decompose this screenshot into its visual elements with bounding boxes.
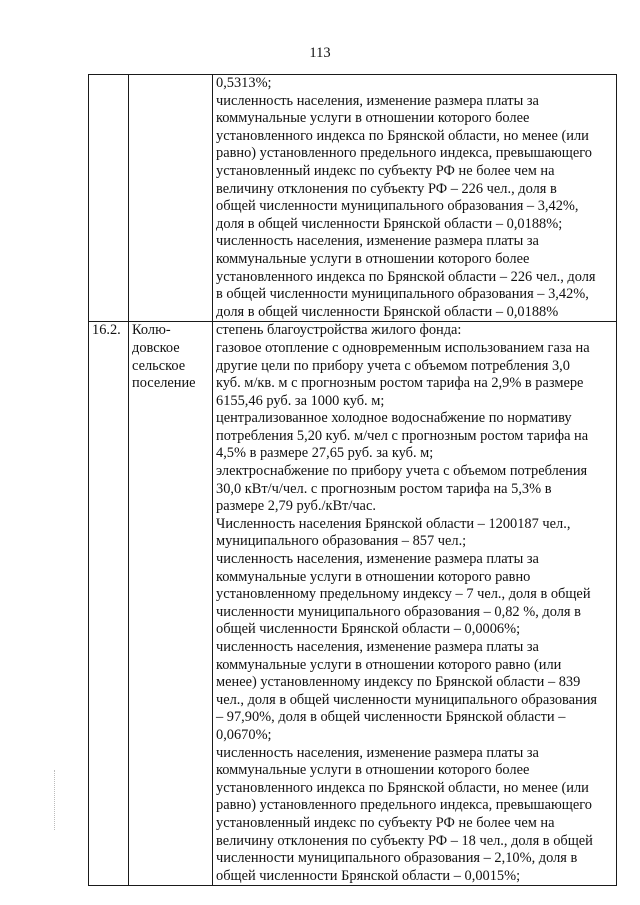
- text-line: потребления 5,20 куб. м/чел с прогнозным ростом тарифа на: [216, 427, 589, 444]
- table-row: [89, 322, 617, 886]
- page-number: 113: [309, 45, 331, 61]
- text-line: коммунальные услуги в отношении которого равно (или: [216, 656, 562, 673]
- text-line: общей численности Брянской области – 0,0015%;: [216, 867, 521, 884]
- text-line: установленного индекса по Брянской области, но менее (или: [216, 779, 589, 796]
- text-line: величину отклонения по субъекту РФ – 18 чел., доля в общей: [216, 832, 593, 849]
- text-line: чел., доля в общей численности муниципального образования: [216, 691, 598, 708]
- text-line: 4,5% в размере 27,65 руб. за куб. м;: [216, 445, 434, 462]
- row-number-cell: [89, 75, 129, 322]
- text-line: доля в общей численности Брянской области – 0,0188%: [216, 303, 559, 320]
- text-line: менее) установленному индексу по Брянской области – 839: [216, 674, 581, 691]
- text-line: численность населения, изменение размера платы за: [216, 639, 539, 655]
- text-line: размере 2,79 руб./кВт/час.: [216, 498, 376, 515]
- description-cell: [213, 322, 617, 886]
- text-line: численность населения, изменение размера платы за: [216, 233, 539, 250]
- text-line: Численность населения Брянской области – 1200187 чел.,: [216, 515, 571, 532]
- row-number-cell: 16.2.: [89, 322, 129, 886]
- text-line: установленного индекса по Брянской области – 226 чел., доля: [216, 268, 596, 285]
- text-line: электроснабжение по прибору учета с объемом потребления: [216, 463, 588, 480]
- text-line: в общей численности муниципального образования – 3,42%,: [216, 286, 589, 303]
- text-line: установленного индекса по Брянской области, но менее (или: [216, 127, 589, 144]
- text-line: установленному предельному индексу – 7 чел., доля в общей: [216, 586, 591, 603]
- text-line: 30,0 кВт/ч/чел. с прогнозным ростом тарифа на 5,3% в: [216, 480, 552, 497]
- text-line: численность населения, изменение размера платы за: [216, 551, 539, 568]
- text-line: муниципального образования – 857 чел.;: [216, 533, 467, 550]
- text-line: величину отклонения по субъекту РФ – 226 чел., доля в: [216, 180, 557, 197]
- text-line: куб. м/кв. м с прогнозным ростом тарифа на 2,9% в размере: [216, 375, 584, 392]
- text-line: доля в общей численности Брянской области – 0,0188%;: [216, 215, 563, 232]
- description-cell: [213, 75, 617, 322]
- text-line: численности муниципального образования – 0,82 %, доля в: [216, 603, 581, 620]
- text-line: численность населения, изменение размера платы за: [216, 92, 539, 109]
- text-line: централизованное холодное водоснабжение по нормативу: [216, 410, 572, 427]
- text-line: степень благоустройства жилого фонда:: [216, 322, 462, 339]
- text-line: другие цели по прибору учета с объемом потребления 3,0: [216, 357, 570, 374]
- text-line: установленный индекс по субъекту РФ не более чем на: [216, 814, 555, 831]
- tariff-table: [88, 74, 617, 886]
- text-line: коммунальные услуги в отношении которого более: [216, 250, 530, 267]
- text-line: поселение: [132, 375, 196, 392]
- text-line: 0,5313%;: [216, 75, 272, 91]
- text-line: общей численности муниципального образования – 3,42%,: [216, 198, 579, 215]
- text-line: 0,0670%;: [216, 726, 272, 743]
- text-line: равно) установленного предельного индекса, превышающего: [216, 797, 592, 814]
- text-line: численности муниципального образования – 2,10%, доля в: [216, 850, 578, 867]
- text-line: равно) установленного предельного индекса, превышающего: [216, 145, 592, 162]
- scan-edge-mark: [54, 770, 57, 830]
- municipality-cell: [129, 322, 213, 886]
- text-line: численность населения, изменение размера платы за: [216, 744, 539, 761]
- text-line: установленный индекс по субъекту РФ не более чем на: [216, 162, 555, 179]
- text-line: – 97,90%, доля в общей численности Брянской области –: [216, 709, 566, 726]
- text-line: газовое отопление с одновременным использованием газа на: [216, 339, 590, 356]
- text-line: коммунальные услуги в отношении которого равно: [216, 568, 531, 585]
- text-line: коммунальные услуги в отношении которого более: [216, 762, 530, 779]
- municipality-cell: [129, 75, 213, 322]
- text-line: довское: [132, 339, 180, 356]
- text-line: Колю-: [132, 322, 171, 339]
- table-row: [89, 75, 617, 322]
- text-line: коммунальные услуги в отношении которого более: [216, 110, 530, 127]
- text-line: общей численности Брянской области – 0,0006%;: [216, 621, 521, 638]
- text-line: сельское: [132, 357, 186, 374]
- text-line: 6155,46 руб. за 1000 куб. м;: [216, 392, 385, 409]
